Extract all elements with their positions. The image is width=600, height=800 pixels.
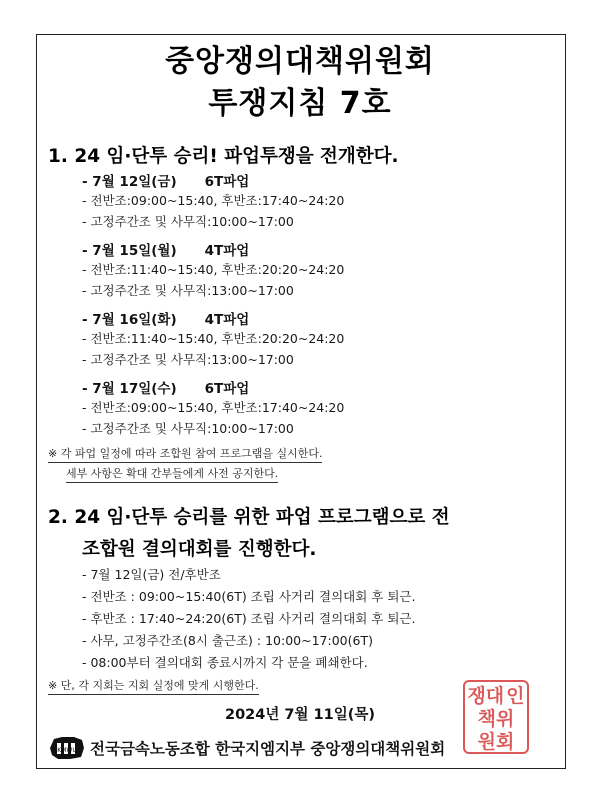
svg-text:KMWU: KMWU — [57, 747, 77, 754]
section2-heading-cont: 조합원 결의대회를 진행한다. — [82, 539, 317, 560]
day-heading: - 7월 15일(월) 4T파업 — [82, 243, 250, 259]
issue-date: 2024년 7월 11일(목) — [224, 707, 375, 723]
list-item: - 전반조:09:00~15:40, 후반조:17:40~24:20 — [82, 193, 345, 208]
list-item: - 전반조:11:40~15:40, 후반조:20:20~24:20 — [82, 331, 345, 346]
list-item: - 전반조:11:40~15:40, 후반조:20:20~24:20 — [82, 262, 345, 277]
union-logo-icon — [48, 735, 86, 765]
day-heading: - 7월 16일(화) 4T파업 — [82, 312, 250, 328]
list-item: - 전반조 : 09:00~15:40(6T) 조립 사거리 결의대회 후 퇴근. — [82, 589, 416, 604]
footer-organization: 전국금속노동조합 한국지엠지부 중앙쟁의대책위원회 — [90, 740, 446, 758]
day-heading: - 7월 12일(금) 6T파업 — [82, 174, 250, 190]
day-heading: - 7월 17일(수) 6T파업 — [82, 381, 250, 397]
official-seal-stamp: 쟁대 인 책위 원회 — [463, 680, 529, 754]
section2-note: ※ 단, 각 지회는 지회 실정에 맞게 시행한다. — [48, 677, 259, 695]
list-item: - 사무, 고정주간조(8시 출근조) : 10:00~17:00(6T) — [82, 633, 373, 648]
section1-heading: 1. 24 임·단투 승리! 파업투쟁을 전개한다. — [48, 146, 399, 167]
list-item: - 고정주간조 및 사무직:10:00~17:00 — [82, 421, 294, 436]
list-item: - 후반조 : 17:40~24:20(6T) 조립 사거리 결의대회 후 퇴근. — [82, 611, 416, 626]
list-item: - 고정주간조 및 사무직:13:00~17:00 — [82, 283, 294, 298]
list-item: - 08:00부터 결의대회 종료시까지 각 문을 폐쇄한다. — [82, 655, 368, 670]
list-item: - 고정주간조 및 사무직:13:00~17:00 — [82, 352, 294, 367]
document-title: 중앙쟁의대책위원회 — [165, 44, 435, 79]
section1-note: ※ 각 파업 일정에 따라 조합원 참여 프로그램을 실시한다. — [48, 445, 322, 463]
list-item: - 고정주간조 및 사무직:10:00~17:00 — [82, 214, 294, 229]
section2-heading: 2. 24 임·단투 승리를 위한 파업 프로그램으로 전 — [48, 507, 450, 528]
list-item: - 7월 12일(금) 전/후반조 — [82, 567, 221, 582]
document-subtitle: 투쟁지침 7호 — [208, 86, 392, 121]
section1-note-detail: 세부 사항은 확대 간부들에게 사전 공지한다. — [66, 465, 278, 483]
list-item: - 전반조:09:00~15:40, 후반조:17:40~24:20 — [82, 400, 345, 415]
